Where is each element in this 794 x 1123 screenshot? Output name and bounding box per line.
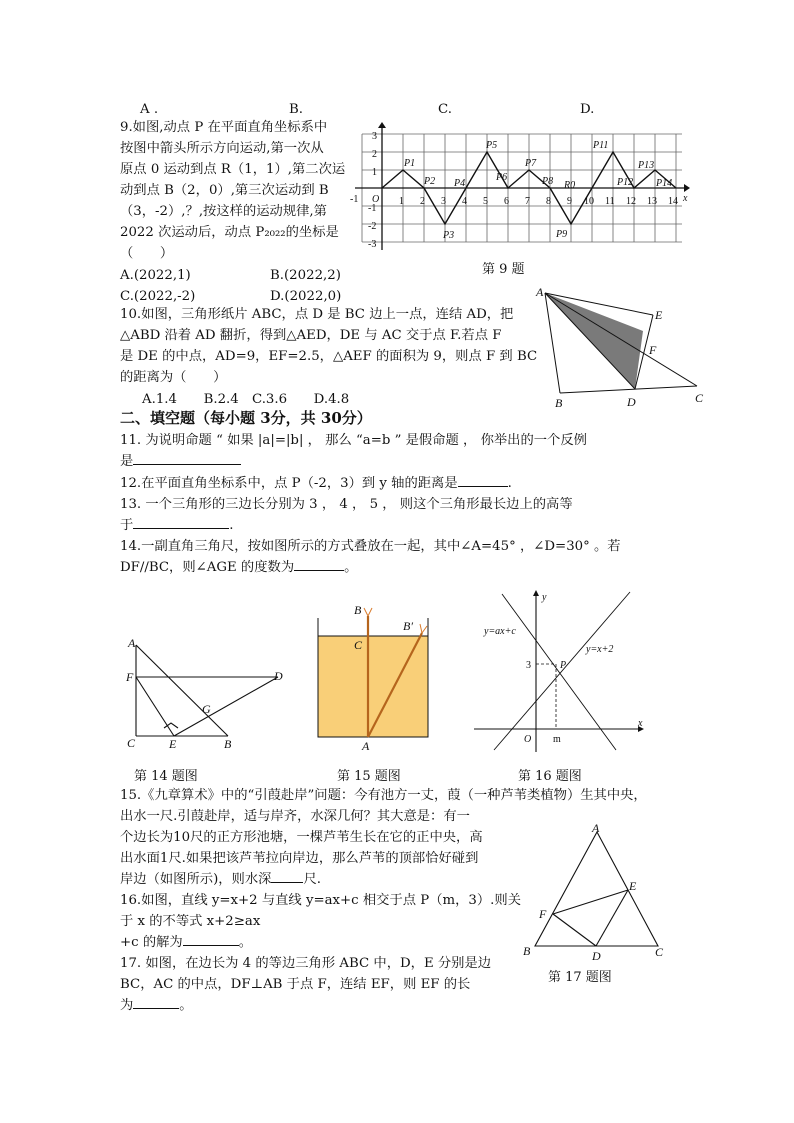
- line-label: y=x+2: [586, 644, 614, 655]
- q16-prefix: +c 的解为: [120, 935, 183, 950]
- q13-line1: 13. 一个三角形的三边长分别为 3 ， 4 ， 5 ， 则这个三角形最长边上的高等: [120, 497, 573, 512]
- figure-17-caption: 第 17 题图: [548, 970, 612, 985]
- figure-15-caption: 第 15 题图: [337, 769, 401, 784]
- y-tick: -2: [368, 221, 377, 232]
- section-heading: 二、填空题（每小题 3分，共 30分）: [120, 409, 372, 427]
- option-b: B.: [289, 102, 303, 117]
- answer-blank[interactable]: [183, 945, 239, 946]
- vertex-label: A: [536, 285, 544, 299]
- vertex-label: C: [695, 391, 704, 405]
- answer-blank[interactable]: [271, 882, 303, 883]
- q9-option-a: A.(2022,1): [120, 268, 191, 283]
- point-label: R0: [564, 180, 576, 191]
- point-label: P: [560, 660, 567, 671]
- vertex-label: A: [128, 636, 136, 650]
- x-tick: 6: [504, 196, 509, 207]
- x-tick: 5: [483, 196, 488, 207]
- x-tick: 7: [525, 196, 530, 207]
- answer-blank[interactable]: [294, 570, 344, 571]
- q9-line: （3，-2）,？,按这样的运动规律,第: [120, 204, 327, 219]
- q12-line: [120, 474, 512, 494]
- x-tick: 9: [567, 196, 572, 207]
- q16-line1: 16.如图，直线 y=x+2 与直线 y=ax+c 相交于点 P（m，3）.则关: [120, 893, 521, 908]
- origin-label: O: [372, 194, 380, 205]
- x-tick: 12: [626, 196, 636, 207]
- q9-line: （ ）: [120, 246, 174, 261]
- vertex-label: F: [539, 907, 547, 921]
- point-label: P14: [656, 178, 673, 189]
- x-tick: 14: [668, 196, 678, 207]
- point-label: P8: [542, 176, 554, 187]
- x-tick: 4: [462, 196, 467, 207]
- q15-line: [120, 870, 321, 890]
- y-tick: 3: [526, 660, 531, 671]
- y-tick: 2: [372, 149, 377, 160]
- q9-option-b: B.(2022,2): [270, 268, 341, 283]
- figure-14-caption: 第 14 题图: [134, 769, 198, 784]
- q13-prefix: 于: [120, 518, 134, 533]
- vertex-label: B: [523, 944, 531, 958]
- point-label: P1: [404, 158, 416, 169]
- origin-label: O: [524, 734, 532, 745]
- q13-end: .: [229, 518, 234, 533]
- figure-9-coordinate-grid: [350, 122, 690, 280]
- point-label: A: [362, 739, 370, 753]
- x-tick: 3: [441, 196, 446, 207]
- q9-line: 9.如图,动点 P 在平面直角坐标系中: [120, 120, 328, 135]
- point-label: P9: [556, 229, 568, 240]
- q17-prefix: 为: [120, 998, 134, 1013]
- vertex-label: D: [592, 949, 601, 962]
- q12-text: 12.在平面直角坐标系中，点 P（-2，3）到 y 轴的距离是: [120, 476, 458, 491]
- vertex-label: F: [649, 343, 657, 357]
- q15-end: 尺.: [303, 872, 321, 887]
- q14-line1: 14.一副直角三角尺，按如图所示的方式叠放在一起，其中∠A=45° ，∠D=30° 。若: [120, 539, 621, 554]
- q9-option-c: C.(2022,-2): [120, 289, 196, 304]
- y-tick: 3: [372, 131, 377, 142]
- line-label: y=ax+c: [484, 626, 516, 637]
- q9-line: 动到点 B（2，0）,第三次运动到 B: [120, 183, 329, 198]
- q14-end: 。: [344, 560, 358, 575]
- point-label: C: [354, 638, 363, 652]
- q15-line: 个边长为10尺的正方形池塘，一棵芦苇生长在它的正中央，高: [120, 830, 483, 845]
- figure-16-caption: 第 16 题图: [518, 769, 582, 784]
- vertex-label: A: [592, 822, 600, 835]
- q17-line2: BC，AC 的中点，DF⊥AB 于点 F，连结 EF，则 EF 的长: [120, 977, 471, 992]
- point-label: P7: [525, 158, 537, 169]
- vertex-label: E: [655, 308, 663, 322]
- vertex-label: D: [274, 669, 283, 683]
- point-label: P2: [424, 176, 436, 187]
- x-tick: 11: [605, 196, 615, 207]
- q17-end: 。: [179, 998, 193, 1013]
- q10-line: 的距离为（ ）: [120, 370, 227, 385]
- q10-line: △ABD 沿着 AD 翻折，得到△AED，DE 与 AC 交于点 F.若点 F: [120, 328, 502, 343]
- vertex-label: E: [169, 737, 177, 751]
- y-tick: -3: [368, 239, 377, 250]
- x-axis-label: x: [683, 193, 688, 204]
- answer-blank[interactable]: [458, 486, 508, 487]
- y-axis-label: y: [542, 592, 547, 603]
- point-label: P4: [454, 178, 466, 189]
- point-label: B: [354, 603, 362, 617]
- q15-line1: 15.《九章算术》中的“引葭赴岸”问题：今有池方一丈，葭（一种芦苇类植物）生其中央，: [120, 788, 647, 803]
- figure-9-caption: 第 9 题: [482, 262, 525, 277]
- q9-line: 2022 次运动后，动点 P₂₀₂₂的坐标是: [120, 225, 339, 240]
- option-a: A .: [140, 102, 159, 117]
- q15-line: 出水面1尺.如果把该芦苇拉向岸边，那么芦苇的顶部恰好碰到: [120, 851, 479, 866]
- y-tick: -1: [368, 203, 377, 214]
- point-label: P6: [496, 172, 508, 183]
- figure-14-set-squares: [120, 635, 300, 755]
- q16-line3: [120, 933, 252, 953]
- q10-line: 10.如图，三角形纸片 ABC，点 D 是 BC 边上一点，连结 AD，把: [120, 307, 514, 322]
- q15-line: 出水一尺.引葭赴岸，适与岸齐，水深几何？其大意是：有一: [120, 809, 470, 824]
- answer-blank[interactable]: [133, 464, 241, 465]
- vertex-label: F: [126, 670, 134, 684]
- vertex-label: D: [627, 395, 636, 409]
- vertex-label: C: [127, 736, 136, 750]
- point-label: P12: [617, 177, 634, 188]
- option-d: D.: [580, 102, 595, 117]
- q17-line3: [120, 996, 193, 1016]
- figure-16-lines: [470, 590, 650, 755]
- point-label: P13: [638, 160, 655, 171]
- point-label: B′: [403, 619, 413, 633]
- vertex-label: C: [655, 945, 664, 959]
- vertex-label: E: [629, 879, 637, 893]
- q10-line: 是 DE 的中点，AD=9，EF=2.5，△AEF 的面积为 9，则点 F 到 BC: [120, 349, 538, 364]
- q10-options: A.1.4 B.2.4 C.3.6 D.4.8: [142, 392, 350, 407]
- figure-17-equilateral-triangle: [515, 822, 675, 962]
- point-label: P5: [486, 140, 498, 151]
- q13-line2: [120, 516, 234, 536]
- x-tick: 10: [584, 196, 594, 207]
- q11-line1: 11. 为说明命题 “ 如果 |a|=|b| ， 那么 “a=b ” 是假命题 ， 你举出的一个反例: [120, 433, 587, 448]
- q9-option-d: D.(2022,0): [270, 289, 342, 304]
- vertex-label: B: [224, 737, 232, 751]
- q14-line2: [120, 558, 357, 578]
- answer-blank[interactable]: [133, 1008, 179, 1009]
- q11-line2: [120, 452, 241, 472]
- point-label: P3: [443, 230, 455, 241]
- figure-15-pond: [310, 600, 440, 755]
- x-tick: 2: [420, 196, 425, 207]
- q15-prefix: 岸边（如图所示)，则水深: [120, 872, 272, 887]
- y-tick: 1: [372, 167, 377, 178]
- x-axis-label: x: [638, 718, 643, 729]
- x-tick: 13: [647, 196, 657, 207]
- q17-line1: 17. 如图，在边长为 4 的等边三角形 ABC 中，D，E 分别是边: [120, 956, 492, 971]
- x-tick: -1: [350, 194, 359, 205]
- q16-end: 。: [238, 935, 253, 950]
- x-tick: 8: [546, 196, 551, 207]
- x-tick: m: [553, 734, 561, 745]
- point-label: P11: [593, 140, 609, 151]
- q16-line2: 于 x 的不等式 x+2≥ax: [120, 914, 261, 929]
- q12-end: .: [507, 476, 512, 491]
- x-tick: 1: [399, 196, 404, 207]
- answer-blank[interactable]: [133, 528, 229, 529]
- q9-line: 按图中箭头所示方向运动,第一次从: [120, 141, 324, 156]
- q14-prefix: DF//BC，则∠AGE 的度数为: [120, 560, 295, 575]
- q11-prefix: 是: [120, 454, 134, 469]
- option-c: C.: [438, 102, 452, 117]
- figure-10-triangle: [530, 282, 716, 410]
- q9-line: 原点 0 运动到点 R（1，1）,第二次运: [120, 162, 346, 177]
- vertex-label: B: [555, 396, 563, 410]
- vertex-label: G: [202, 702, 211, 716]
